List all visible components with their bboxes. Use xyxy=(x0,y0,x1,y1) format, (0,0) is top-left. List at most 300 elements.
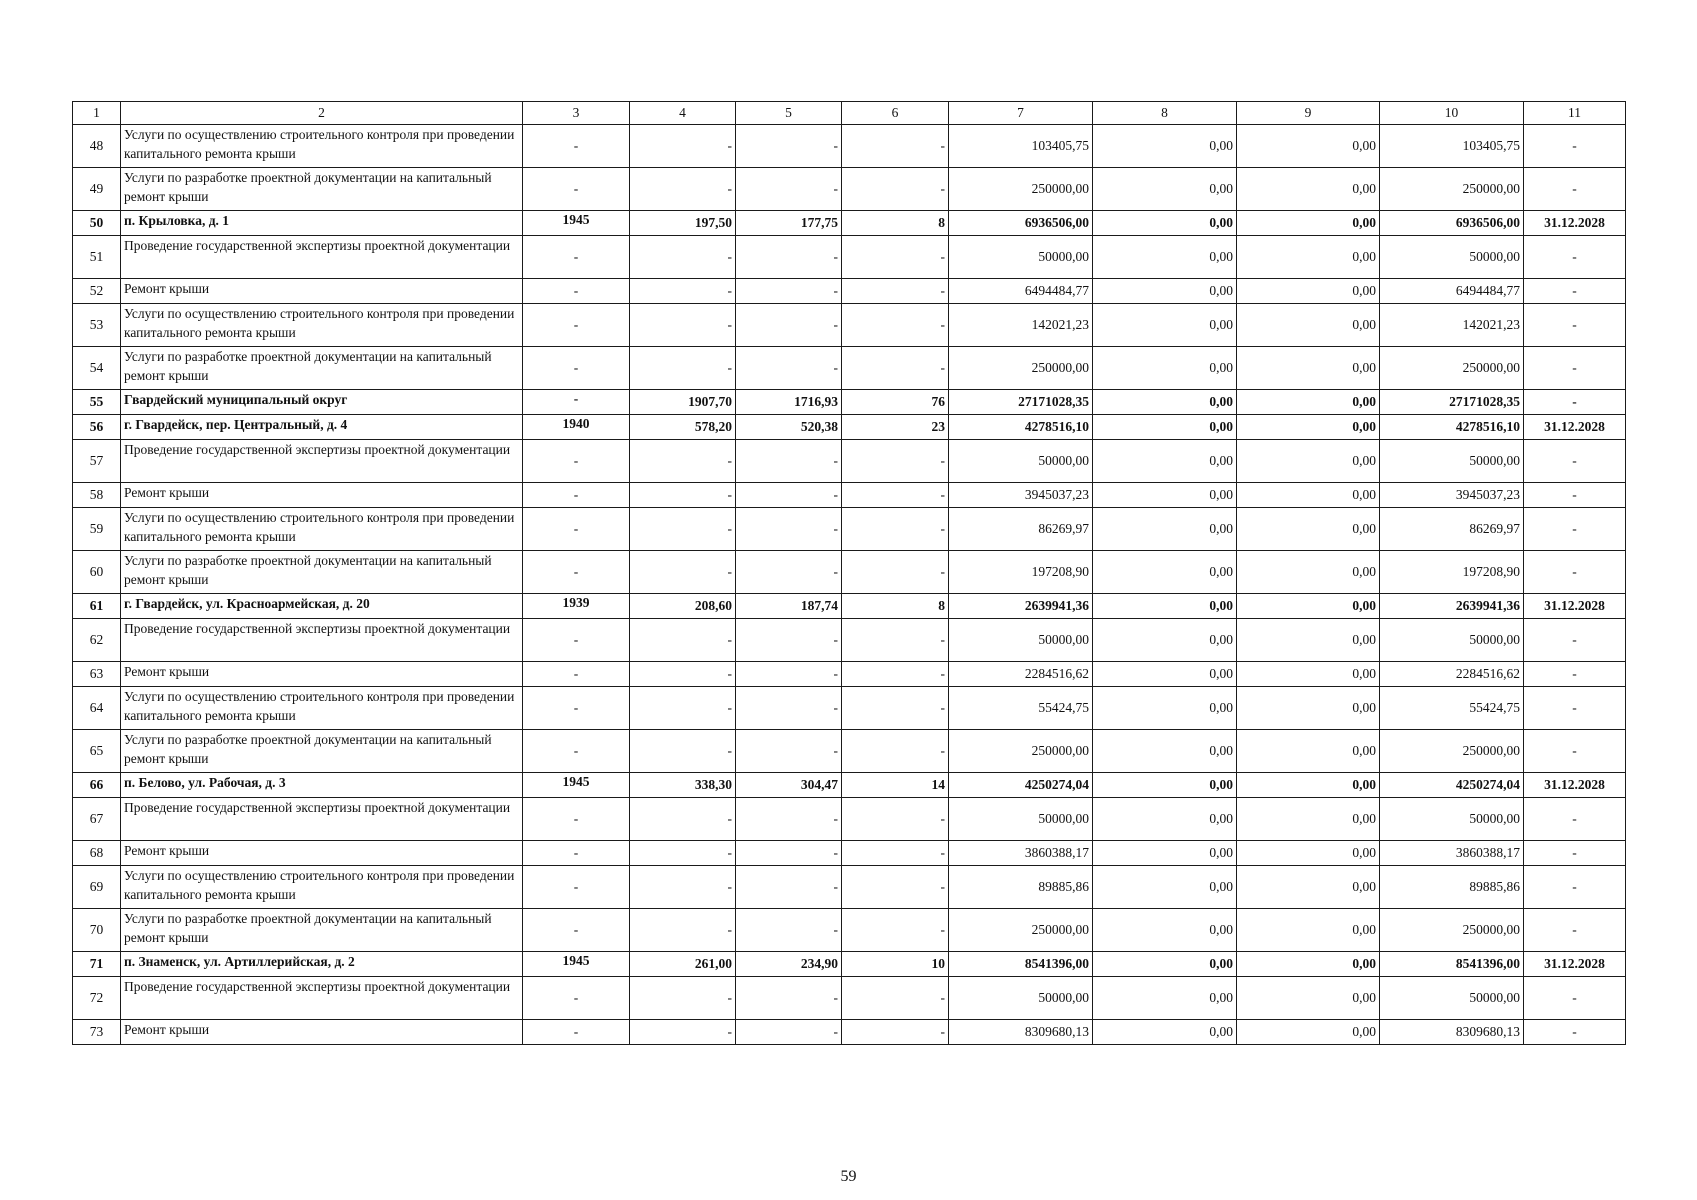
year-cell: - xyxy=(523,347,630,390)
col-5-cell: - xyxy=(736,662,842,687)
col-5-cell: - xyxy=(736,347,842,390)
col-10-cell: 50000,00 xyxy=(1380,977,1524,1020)
deadline-cell: - xyxy=(1524,347,1626,390)
col-9-cell: 0,00 xyxy=(1237,594,1380,619)
row-number-cell: 68 xyxy=(73,841,121,866)
col-10-cell: 50000,00 xyxy=(1380,440,1524,483)
row-number-cell: 59 xyxy=(73,508,121,551)
deadline-cell: 31.12.2028 xyxy=(1524,415,1626,440)
col-6-cell: 76 xyxy=(842,390,949,415)
deadline-cell: 31.12.2028 xyxy=(1524,952,1626,977)
col-6-cell: - xyxy=(842,1020,949,1045)
year-cell: - xyxy=(523,168,630,211)
row-number-cell: 65 xyxy=(73,730,121,773)
year-cell: - xyxy=(523,125,630,168)
item-name-cell: Проведение государственной экспертизы проектной документации xyxy=(121,236,523,279)
table-row xyxy=(73,168,1626,211)
row-number-cell: 58 xyxy=(73,483,121,508)
year-cell: - xyxy=(523,841,630,866)
col-9-cell: 0,00 xyxy=(1237,279,1380,304)
deadline-cell: - xyxy=(1524,730,1626,773)
col-5-cell: 304,47 xyxy=(736,773,842,798)
row-number-cell: 55 xyxy=(73,390,121,415)
col-5-cell: - xyxy=(736,909,842,952)
year-cell: - xyxy=(523,390,630,415)
col-8-cell: 0,00 xyxy=(1093,415,1237,440)
col-5-cell: - xyxy=(736,168,842,211)
col-7-cell: 3945037,23 xyxy=(949,483,1093,508)
table-row xyxy=(73,619,1626,662)
deadline-cell: - xyxy=(1524,125,1626,168)
table-body xyxy=(73,125,1626,1045)
col-7-cell: 250000,00 xyxy=(949,730,1093,773)
col-4-cell: 338,30 xyxy=(630,773,736,798)
item-name-cell: Услуги по разработке проектной документации на капитальный ремонт крыши xyxy=(121,909,523,952)
col-5-cell: - xyxy=(736,619,842,662)
item-name-cell: Услуги по разработке проектной документации на капитальный ремонт крыши xyxy=(121,551,523,594)
row-number-cell: 62 xyxy=(73,619,121,662)
col-9-cell: 0,00 xyxy=(1237,730,1380,773)
col-5-cell: - xyxy=(736,841,842,866)
col-9-cell: 0,00 xyxy=(1237,390,1380,415)
col-10-cell: 250000,00 xyxy=(1380,909,1524,952)
col-8-cell: 0,00 xyxy=(1093,390,1237,415)
col-8-cell: 0,00 xyxy=(1093,687,1237,730)
col-10-cell: 89885,86 xyxy=(1380,866,1524,909)
col-6-cell: - xyxy=(842,730,949,773)
col-6-cell: - xyxy=(842,619,949,662)
col-9-cell: 0,00 xyxy=(1237,687,1380,730)
header-cell: 8 xyxy=(1093,102,1237,125)
col-9-cell: 0,00 xyxy=(1237,841,1380,866)
col-9-cell: 0,00 xyxy=(1237,866,1380,909)
row-number-cell: 64 xyxy=(73,687,121,730)
col-8-cell: 0,00 xyxy=(1093,798,1237,841)
table-row xyxy=(73,551,1626,594)
col-6-cell: 10 xyxy=(842,952,949,977)
table-row xyxy=(73,662,1626,687)
col-4-cell: 261,00 xyxy=(630,952,736,977)
col-10-cell: 8309680,13 xyxy=(1380,1020,1524,1045)
item-name-cell: Услуги по осуществлению строительного контроля при проведении капитального ремонта крыши xyxy=(121,304,523,347)
year-cell: - xyxy=(523,551,630,594)
item-name-cell: п. Белово, ул. Рабочая, д. 3 xyxy=(121,773,523,798)
col-7-cell: 250000,00 xyxy=(949,347,1093,390)
year-cell: - xyxy=(523,1020,630,1045)
table-row xyxy=(73,730,1626,773)
row-number-cell: 63 xyxy=(73,662,121,687)
col-4-cell: - xyxy=(630,168,736,211)
year-cell: - xyxy=(523,662,630,687)
col-5-cell: - xyxy=(736,1020,842,1045)
item-name-cell: г. Гвардейск, пер. Центральный, д. 4 xyxy=(121,415,523,440)
col-9-cell: 0,00 xyxy=(1237,662,1380,687)
item-name-cell: Проведение государственной экспертизы проектной документации xyxy=(121,440,523,483)
col-7-cell: 197208,90 xyxy=(949,551,1093,594)
table-row xyxy=(73,866,1626,909)
col-4-cell: - xyxy=(630,841,736,866)
col-4-cell: - xyxy=(630,687,736,730)
deadline-cell: - xyxy=(1524,440,1626,483)
col-8-cell: 0,00 xyxy=(1093,1020,1237,1045)
col-10-cell: 103405,75 xyxy=(1380,125,1524,168)
deadline-cell: - xyxy=(1524,279,1626,304)
item-name-cell: Услуги по осуществлению строительного контроля при проведении капитального ремонта крыши xyxy=(121,866,523,909)
year-cell: - xyxy=(523,909,630,952)
col-4-cell: - xyxy=(630,508,736,551)
item-name-cell: Проведение государственной экспертизы проектной документации xyxy=(121,977,523,1020)
col-6-cell: - xyxy=(842,841,949,866)
col-10-cell: 50000,00 xyxy=(1380,236,1524,279)
year-cell: - xyxy=(523,508,630,551)
col-6-cell: - xyxy=(842,236,949,279)
col-8-cell: 0,00 xyxy=(1093,952,1237,977)
col-5-cell: 187,74 xyxy=(736,594,842,619)
col-6-cell: - xyxy=(842,440,949,483)
col-8-cell: 0,00 xyxy=(1093,279,1237,304)
table-row xyxy=(73,236,1626,279)
col-9-cell: 0,00 xyxy=(1237,508,1380,551)
col-10-cell: 27171028,35 xyxy=(1380,390,1524,415)
col-5-cell: - xyxy=(736,977,842,1020)
col-8-cell: 0,00 xyxy=(1093,347,1237,390)
col-6-cell: 8 xyxy=(842,594,949,619)
col-10-cell: 3945037,23 xyxy=(1380,483,1524,508)
col-9-cell: 0,00 xyxy=(1237,773,1380,798)
col-9-cell: 0,00 xyxy=(1237,952,1380,977)
year-cell: - xyxy=(523,236,630,279)
col-8-cell: 0,00 xyxy=(1093,236,1237,279)
col-8-cell: 0,00 xyxy=(1093,619,1237,662)
column-number-header-row xyxy=(73,102,1626,125)
deadline-cell: 31.12.2028 xyxy=(1524,594,1626,619)
col-5-cell: - xyxy=(736,798,842,841)
col-5-cell: 177,75 xyxy=(736,211,842,236)
col-4-cell: 197,50 xyxy=(630,211,736,236)
page-number: 59 xyxy=(840,1168,857,1185)
row-number-cell: 70 xyxy=(73,909,121,952)
deadline-cell: - xyxy=(1524,1020,1626,1045)
table-row xyxy=(73,798,1626,841)
table-row xyxy=(73,483,1626,508)
col-6-cell: - xyxy=(842,304,949,347)
header-cell: 6 xyxy=(842,102,949,125)
year-cell: 1939 xyxy=(523,594,630,619)
col-6-cell: - xyxy=(842,866,949,909)
col-7-cell: 89885,86 xyxy=(949,866,1093,909)
year-cell: 1945 xyxy=(523,211,630,236)
deadline-cell: - xyxy=(1524,687,1626,730)
header-cell: 5 xyxy=(736,102,842,125)
col-5-cell: - xyxy=(736,866,842,909)
table-row xyxy=(73,390,1626,415)
col-7-cell: 250000,00 xyxy=(949,168,1093,211)
col-7-cell: 50000,00 xyxy=(949,619,1093,662)
year-cell: - xyxy=(523,440,630,483)
table-row xyxy=(73,1020,1626,1045)
deadline-cell: - xyxy=(1524,483,1626,508)
col-8-cell: 0,00 xyxy=(1093,594,1237,619)
deadline-cell: - xyxy=(1524,304,1626,347)
col-8-cell: 0,00 xyxy=(1093,909,1237,952)
deadline-cell: - xyxy=(1524,841,1626,866)
col-10-cell: 6494484,77 xyxy=(1380,279,1524,304)
col-4-cell: - xyxy=(630,551,736,594)
deadline-cell: 31.12.2028 xyxy=(1524,773,1626,798)
col-6-cell: 14 xyxy=(842,773,949,798)
col-10-cell: 55424,75 xyxy=(1380,687,1524,730)
col-8-cell: 0,00 xyxy=(1093,977,1237,1020)
col-4-cell: - xyxy=(630,977,736,1020)
table-row xyxy=(73,952,1626,977)
col-4-cell: - xyxy=(630,619,736,662)
col-10-cell: 8541396,00 xyxy=(1380,952,1524,977)
row-number-cell: 69 xyxy=(73,866,121,909)
header-cell: 7 xyxy=(949,102,1093,125)
row-number-cell: 67 xyxy=(73,798,121,841)
col-6-cell: - xyxy=(842,483,949,508)
col-5-cell: - xyxy=(736,730,842,773)
year-cell: - xyxy=(523,977,630,1020)
table-row xyxy=(73,508,1626,551)
col-5-cell: - xyxy=(736,279,842,304)
col-7-cell: 142021,23 xyxy=(949,304,1093,347)
data-table xyxy=(72,101,1626,1045)
col-7-cell: 2284516,62 xyxy=(949,662,1093,687)
col-10-cell: 86269,97 xyxy=(1380,508,1524,551)
row-number-cell: 71 xyxy=(73,952,121,977)
header-cell: 9 xyxy=(1237,102,1380,125)
deadline-cell: - xyxy=(1524,508,1626,551)
col-10-cell: 6936506,00 xyxy=(1380,211,1524,236)
col-6-cell: - xyxy=(842,279,949,304)
col-7-cell: 86269,97 xyxy=(949,508,1093,551)
col-4-cell: - xyxy=(630,440,736,483)
deadline-cell: - xyxy=(1524,619,1626,662)
year-cell: - xyxy=(523,279,630,304)
deadline-cell: - xyxy=(1524,866,1626,909)
col-9-cell: 0,00 xyxy=(1237,236,1380,279)
col-9-cell: 0,00 xyxy=(1237,440,1380,483)
table-row xyxy=(73,415,1626,440)
deadline-cell: - xyxy=(1524,168,1626,211)
deadline-cell: - xyxy=(1524,662,1626,687)
col-7-cell: 27171028,35 xyxy=(949,390,1093,415)
col-5-cell: - xyxy=(736,236,842,279)
col-7-cell: 8309680,13 xyxy=(949,1020,1093,1045)
col-5-cell: - xyxy=(736,483,842,508)
row-number-cell: 57 xyxy=(73,440,121,483)
item-name-cell: Услуги по осуществлению строительного контроля при проведении капитального ремонта крыши xyxy=(121,125,523,168)
item-name-cell: г. Гвардейск, ул. Красноармейская, д. 20 xyxy=(121,594,523,619)
year-cell: - xyxy=(523,619,630,662)
col-8-cell: 0,00 xyxy=(1093,304,1237,347)
row-number-cell: 50 xyxy=(73,211,121,236)
col-8-cell: 0,00 xyxy=(1093,662,1237,687)
col-5-cell: - xyxy=(736,125,842,168)
deadline-cell: - xyxy=(1524,390,1626,415)
col-7-cell: 6936506,00 xyxy=(949,211,1093,236)
table-row xyxy=(73,347,1626,390)
year-cell: - xyxy=(523,730,630,773)
year-cell: 1945 xyxy=(523,773,630,798)
col-10-cell: 197208,90 xyxy=(1380,551,1524,594)
col-6-cell: 23 xyxy=(842,415,949,440)
table-row xyxy=(73,773,1626,798)
item-name-cell: Проведение государственной экспертизы проектной документации xyxy=(121,798,523,841)
col-4-cell: - xyxy=(630,125,736,168)
col-9-cell: 0,00 xyxy=(1237,551,1380,594)
col-9-cell: 0,00 xyxy=(1237,304,1380,347)
col-7-cell: 103405,75 xyxy=(949,125,1093,168)
col-7-cell: 50000,00 xyxy=(949,977,1093,1020)
item-name-cell: Ремонт крыши xyxy=(121,1020,523,1045)
col-7-cell: 50000,00 xyxy=(949,440,1093,483)
table-row xyxy=(73,841,1626,866)
item-name-cell: Услуги по осуществлению строительного контроля при проведении капитального ремонта крыши xyxy=(121,687,523,730)
col-6-cell: - xyxy=(842,662,949,687)
col-8-cell: 0,00 xyxy=(1093,730,1237,773)
col-9-cell: 0,00 xyxy=(1237,1020,1380,1045)
year-cell: - xyxy=(523,687,630,730)
table-row xyxy=(73,125,1626,168)
col-8-cell: 0,00 xyxy=(1093,866,1237,909)
col-4-cell: 1907,70 xyxy=(630,390,736,415)
col-6-cell: - xyxy=(842,977,949,1020)
col-7-cell: 4278516,10 xyxy=(949,415,1093,440)
row-number-cell: 61 xyxy=(73,594,121,619)
col-7-cell: 55424,75 xyxy=(949,687,1093,730)
col-10-cell: 50000,00 xyxy=(1380,798,1524,841)
row-number-cell: 53 xyxy=(73,304,121,347)
header-cell: 3 xyxy=(523,102,630,125)
item-name-cell: Проведение государственной экспертизы проектной документации xyxy=(121,619,523,662)
col-5-cell: 234,90 xyxy=(736,952,842,977)
col-9-cell: 0,00 xyxy=(1237,347,1380,390)
table-row xyxy=(73,440,1626,483)
col-7-cell: 2639941,36 xyxy=(949,594,1093,619)
col-8-cell: 0,00 xyxy=(1093,483,1237,508)
col-5-cell: - xyxy=(736,551,842,594)
year-cell: 1940 xyxy=(523,415,630,440)
col-7-cell: 4250274,04 xyxy=(949,773,1093,798)
col-9-cell: 0,00 xyxy=(1237,415,1380,440)
item-name-cell: п. Крыловка, д. 1 xyxy=(121,211,523,236)
col-9-cell: 0,00 xyxy=(1237,977,1380,1020)
row-number-cell: 56 xyxy=(73,415,121,440)
col-5-cell: 520,38 xyxy=(736,415,842,440)
item-name-cell: Услуги по разработке проектной документации на капитальный ремонт крыши xyxy=(121,347,523,390)
deadline-cell: 31.12.2028 xyxy=(1524,211,1626,236)
row-number-cell: 73 xyxy=(73,1020,121,1045)
col-5-cell: 1716,93 xyxy=(736,390,842,415)
year-cell: 1945 xyxy=(523,952,630,977)
table-row xyxy=(73,211,1626,236)
col-6-cell: 8 xyxy=(842,211,949,236)
row-number-cell: 66 xyxy=(73,773,121,798)
year-cell: - xyxy=(523,866,630,909)
col-6-cell: - xyxy=(842,125,949,168)
col-5-cell: - xyxy=(736,687,842,730)
col-6-cell: - xyxy=(842,687,949,730)
col-5-cell: - xyxy=(736,508,842,551)
header-cell: 2 xyxy=(121,102,523,125)
col-7-cell: 50000,00 xyxy=(949,798,1093,841)
col-4-cell: - xyxy=(630,1020,736,1045)
col-6-cell: - xyxy=(842,347,949,390)
col-9-cell: 0,00 xyxy=(1237,909,1380,952)
table-row xyxy=(73,909,1626,952)
col-10-cell: 4250274,04 xyxy=(1380,773,1524,798)
row-number-cell: 49 xyxy=(73,168,121,211)
header-cell: 4 xyxy=(630,102,736,125)
col-9-cell: 0,00 xyxy=(1237,125,1380,168)
col-8-cell: 0,00 xyxy=(1093,773,1237,798)
item-name-cell: Ремонт крыши xyxy=(121,841,523,866)
row-number-cell: 72 xyxy=(73,977,121,1020)
header-cell: 10 xyxy=(1380,102,1524,125)
col-4-cell: - xyxy=(630,236,736,279)
col-6-cell: - xyxy=(842,168,949,211)
col-8-cell: 0,00 xyxy=(1093,211,1237,236)
item-name-cell: Гвардейский муниципальный округ xyxy=(121,390,523,415)
deadline-cell: - xyxy=(1524,977,1626,1020)
col-4-cell: - xyxy=(630,279,736,304)
deadline-cell: - xyxy=(1524,798,1626,841)
row-number-cell: 51 xyxy=(73,236,121,279)
col-10-cell: 4278516,10 xyxy=(1380,415,1524,440)
col-6-cell: - xyxy=(842,798,949,841)
row-number-cell: 48 xyxy=(73,125,121,168)
col-4-cell: - xyxy=(630,866,736,909)
col-4-cell: - xyxy=(630,347,736,390)
col-7-cell: 3860388,17 xyxy=(949,841,1093,866)
year-cell: - xyxy=(523,304,630,347)
item-name-cell: Ремонт крыши xyxy=(121,483,523,508)
col-10-cell: 3860388,17 xyxy=(1380,841,1524,866)
col-6-cell: - xyxy=(842,909,949,952)
col-7-cell: 8541396,00 xyxy=(949,952,1093,977)
deadline-cell: - xyxy=(1524,551,1626,594)
col-5-cell: - xyxy=(736,440,842,483)
row-number-cell: 54 xyxy=(73,347,121,390)
col-4-cell: - xyxy=(630,909,736,952)
col-6-cell: - xyxy=(842,508,949,551)
col-4-cell: - xyxy=(630,304,736,347)
item-name-cell: Услуги по разработке проектной документации на капитальный ремонт крыши xyxy=(121,730,523,773)
col-7-cell: 6494484,77 xyxy=(949,279,1093,304)
table-row xyxy=(73,304,1626,347)
item-name-cell: Услуги по разработке проектной документации на капитальный ремонт крыши xyxy=(121,168,523,211)
col-8-cell: 0,00 xyxy=(1093,125,1237,168)
year-cell: - xyxy=(523,798,630,841)
header-cell: 1 xyxy=(73,102,121,125)
col-6-cell: - xyxy=(842,551,949,594)
row-number-cell: 52 xyxy=(73,279,121,304)
item-name-cell: Ремонт крыши xyxy=(121,662,523,687)
col-10-cell: 2284516,62 xyxy=(1380,662,1524,687)
col-10-cell: 50000,00 xyxy=(1380,619,1524,662)
item-name-cell: п. Знаменск, ул. Артиллерийская, д. 2 xyxy=(121,952,523,977)
col-8-cell: 0,00 xyxy=(1093,551,1237,594)
item-name-cell: Ремонт крыши xyxy=(121,279,523,304)
row-number-cell: 60 xyxy=(73,551,121,594)
table-row xyxy=(73,687,1626,730)
col-9-cell: 0,00 xyxy=(1237,798,1380,841)
deadline-cell: - xyxy=(1524,909,1626,952)
col-4-cell: - xyxy=(630,798,736,841)
col-9-cell: 0,00 xyxy=(1237,483,1380,508)
